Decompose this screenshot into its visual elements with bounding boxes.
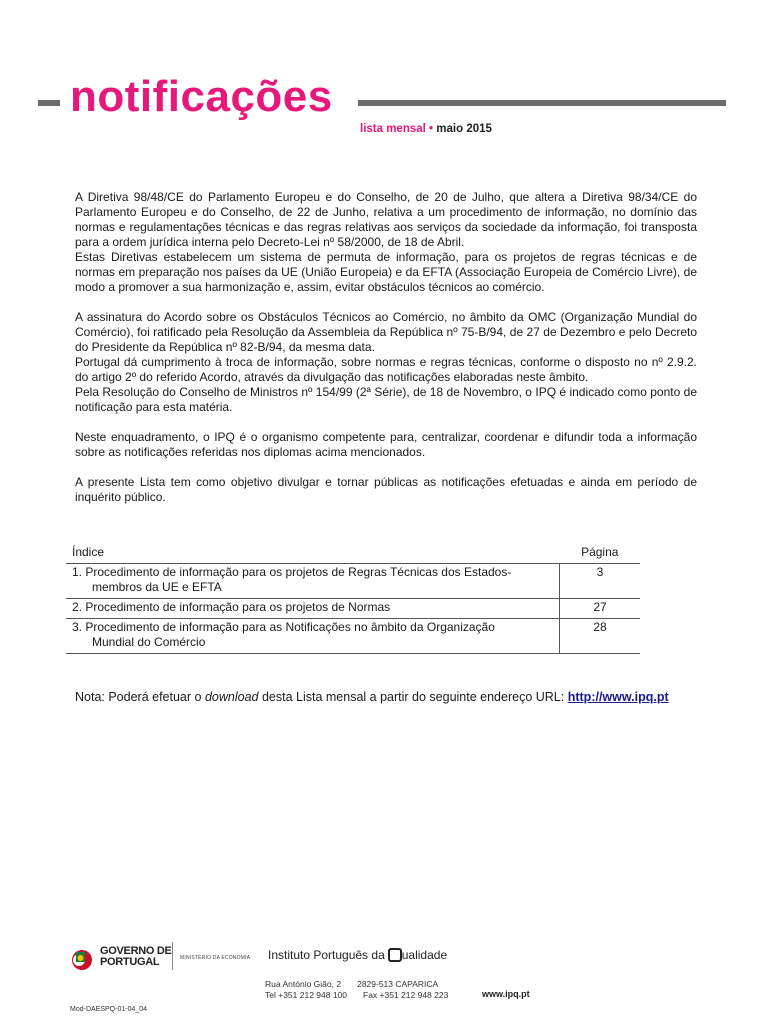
toc-page-number: 3 — [560, 564, 641, 599]
ipq-url-link[interactable]: http://www.ipq.pt — [567, 690, 669, 704]
footer-fax: Fax +351 212 948 223 — [363, 990, 449, 1000]
toc-entry-text-cont: Mundial do Comércio — [92, 635, 206, 649]
toc-row — [66, 619, 640, 654]
paragraph: A presente Lista tem como objetivo divulgar e tornar públicas as notificações efetuadas e ainda em período de inquérito público. — [75, 475, 697, 504]
institute-suffix: ualidade — [401, 948, 448, 962]
gov-name — [100, 946, 172, 968]
footer-phone: Tel +351 212 948 100 — [265, 990, 348, 1000]
toc-entry — [66, 619, 560, 654]
toc-entry — [66, 599, 560, 619]
note-middle: desta Lista mensal a partir do seguinte endereço URL: — [261, 690, 565, 704]
gov-line2: PORTUGAL — [100, 956, 160, 968]
header-bar-right — [358, 100, 726, 106]
institute-prefix: Instituto Português da — [268, 948, 385, 962]
intro-text — [75, 190, 697, 505]
toc-header-row — [66, 544, 640, 564]
subtitle-list-label: lista mensal — [360, 123, 426, 135]
institute-name — [268, 948, 447, 962]
ipq-q-icon — [388, 948, 402, 962]
footer-address — [265, 979, 448, 1001]
header-bar-left — [38, 100, 60, 106]
paragraph: A Diretiva 98/48/CE do Parlamento Europeu e do Conselho, de 20 de Julho, que altera a Diretiva 98/34/CE do Parlamento Europeu e do Conselho, de 22 de Junho, relativa a um procedimento de informação, no domínio das normas e regulamentações técnicas e das regras relativas aos serviços da sociedade da informação, foi transposta para a ordem jurídica interna pelo Decreto-Lei nº 58/2000, de 18 de Abril. — [75, 190, 697, 249]
toc-header-page: Página — [560, 544, 641, 564]
gov-line1: GOVERNO DE — [100, 945, 172, 957]
note-italic: download — [204, 690, 259, 704]
subtitle-bullet: • — [429, 123, 434, 135]
footer-website: www.ipq.pt — [482, 989, 530, 999]
paragraph: Pela Resolução do Conselho de Ministros nº 154/99 (2ª Série), de 18 de Novembro, o IPQ é indicado como ponto de notificação para esta matéria. — [75, 385, 697, 414]
toc-page-number: 27 — [560, 599, 641, 619]
portugal-government-logo — [68, 940, 98, 976]
toc-entry-text: 1. Procedimento de informação para os projetos de Regras Técnicas dos Estados- — [72, 565, 512, 579]
toc-entry-text: 3. Procedimento de informação para as Notificações no âmbito da Organização — [72, 620, 495, 634]
page-title: notificações — [70, 72, 333, 121]
toc-entry — [66, 564, 560, 599]
paragraph: Portugal dá cumprimento à troca de informação, sobre normas e regras técnicas, conforme o disposto no nº 2.9.2. do artigo 2º do referido Acordo, através da divulgação das notificações elaboradas neste âmbito. — [75, 355, 697, 384]
paragraph: Neste enquadramento, o IPQ é o organismo competente para, centralizar, coordenar e difundir toda a informação sobre as notificações referidas nos diplomas acima mencionados. — [75, 430, 697, 459]
subtitle-date: maio 2015 — [436, 123, 492, 135]
address-street: Rua António Gião, 2 — [265, 979, 342, 989]
toc-entry-text-cont: membros da UE e EFTA — [92, 580, 222, 594]
table-of-contents — [66, 544, 640, 654]
toc-header-index: Índice — [66, 544, 560, 564]
paragraph: A assinatura do Acordo sobre os Obstáculos Técnicos ao Comércio, no âmbito da OMC (Organização Mundial do Comércio), foi ratificado pela Resolução da Assembleia da República nº 75-B/94, de 27 de Dezembro e pelo Decreto do Presidente da República nº 82-B/94, da mesma data. — [75, 310, 697, 354]
toc-entry-text: 2. Procedimento de informação para os projetos de Normas — [72, 600, 391, 614]
toc-page-number: 28 — [560, 619, 641, 654]
paragraph: Estas Diretivas estabelecem um sistema de permuta de informação, para os projetos de regras técnicas e de normas em preparação nos países da UE (União Europeia) e da EFTA (Associação Europeia de Comércio Livre), de modo a promover a sua harmonização e, assim, evitar obstáculos técnicos ao comércio. — [75, 250, 697, 294]
note-prefix: Nota: Poderá efetuar o — [75, 690, 202, 704]
page-subtitle — [360, 123, 492, 135]
ministry-name: MINISTÉRIO DA ECONOMIA — [180, 955, 251, 961]
document-code: Mod-DAESPQ-01-04_04 — [70, 1006, 148, 1013]
address-city: 2829-513 CAPARICA — [357, 979, 439, 989]
download-note — [75, 690, 669, 704]
toc-row — [66, 564, 640, 599]
toc-row — [66, 599, 640, 619]
footer-divider — [172, 942, 173, 970]
